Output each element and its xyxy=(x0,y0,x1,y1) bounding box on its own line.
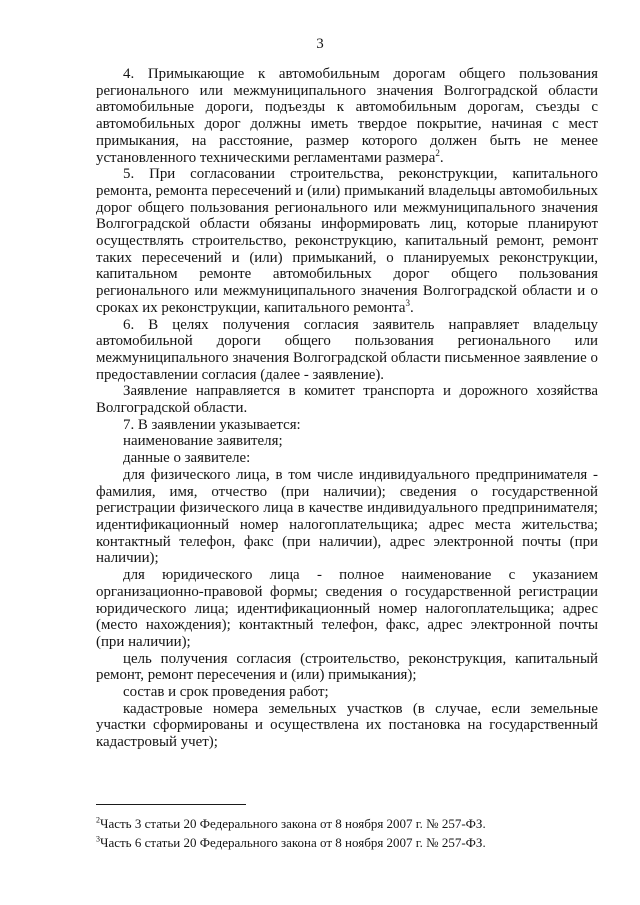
footnote-ref-3[interactable]: 3 xyxy=(405,297,410,308)
list-item-applicant-data: данные о заявителе: xyxy=(123,450,251,467)
footnote-divider xyxy=(96,804,246,805)
page-number: 3 xyxy=(316,36,324,52)
list-item-works: состав и срок проведения работ; xyxy=(123,684,329,701)
paragraph-item-6: 6. В целях получения согласия заявитель направляет владельцу автомобильной дороги общего пользования регионального или межмуниципального значения Волгоградской области письменное заявление о предоставлении согласия (далее - заявление). xyxy=(96,316,598,383)
paragraph-item-7: 7. В заявлении указывается: xyxy=(123,416,301,433)
paragraph-item-4: 4. Примыкающие к автомобильным дорогам общего пользования регионального или межмуниципального значения Волгоградской области автомобильные дороги, подъезды к автомобильным дорогам, съезды с автомобильных дорог должны иметь твердое покрытие, начиная с мест примыкания, на расстояние, размер которого должен быть не менее установленного техническими регламентами размера$^2$. xyxy=(96,66,598,166)
footnotes xyxy=(96,814,598,852)
footnote-2: $^2$Часть 3 статьи 20 Федерального закона от 8 ноября 2007 г. № 257-ФЗ. xyxy=(96,815,486,831)
list-item-cadastral-numbers: кадастровые номера земельных участков (в случае, если земельные участки сформированы и осуществлена их постановка на государственный кадастровый учет); xyxy=(96,700,598,751)
list-item-individual: для физического лица, в том числе индивидуального предпринимателя - фамилия, имя, отчество (при наличии); сведения о государственной регистрации физического лица в качестве индивидуального предпринимателя; идентификационный номер налогоплательщика; адрес места жительства; контактный телефон, факс (при наличии), адрес электронной почты (при наличии); xyxy=(96,466,598,567)
list-item-purpose: цель получения согласия (строительство, реконструкция, капитальный ремонт, ремонт пересечения и (или) примыкания); xyxy=(96,650,598,684)
footnote-3: $^3$Часть 6 статьи 20 Федерального закона от 8 ноября 2007 г. № 257-ФЗ. xyxy=(96,834,486,850)
footnote-ref-2[interactable]: 2 xyxy=(435,147,440,158)
document-body xyxy=(96,66,598,751)
paragraph-item-5: 5. При согласовании строительства, реконструкции, капитального ремонта, ремонта пересечений и (или) примыканий владельцы автомобильных дорог общего пользования регионального или межмуниципального значения Волгоградской области обязаны информировать лиц, которые планируют осуществлять строительство, реконструкцию, капитальный ремонт, ремонт таких пересечений и (или) примыканий, о планируемых реконструкции, капитальном ремонте автомобильных дорог общего пользования регионального или межмуниципального значения Волгоградской области и о сроках их реконструкции, капитального ремонта$^3$. xyxy=(96,166,598,316)
paragraph-application-recipient: Заявление направляется в комитет транспорта и дорожного хозяйства Волгоградской области. xyxy=(96,383,598,417)
list-item-legal-entity: для юридического лица - полное наименование с указанием организационно-правовой формы; сведения о государственной регистрации юридического лица; идентификационный номер налогоплательщика; адрес (место нахождения); контактный телефон, факс, адрес электронной почты (при наличии); xyxy=(96,567,598,650)
list-item-applicant-name: наименование заявителя; xyxy=(123,433,283,450)
